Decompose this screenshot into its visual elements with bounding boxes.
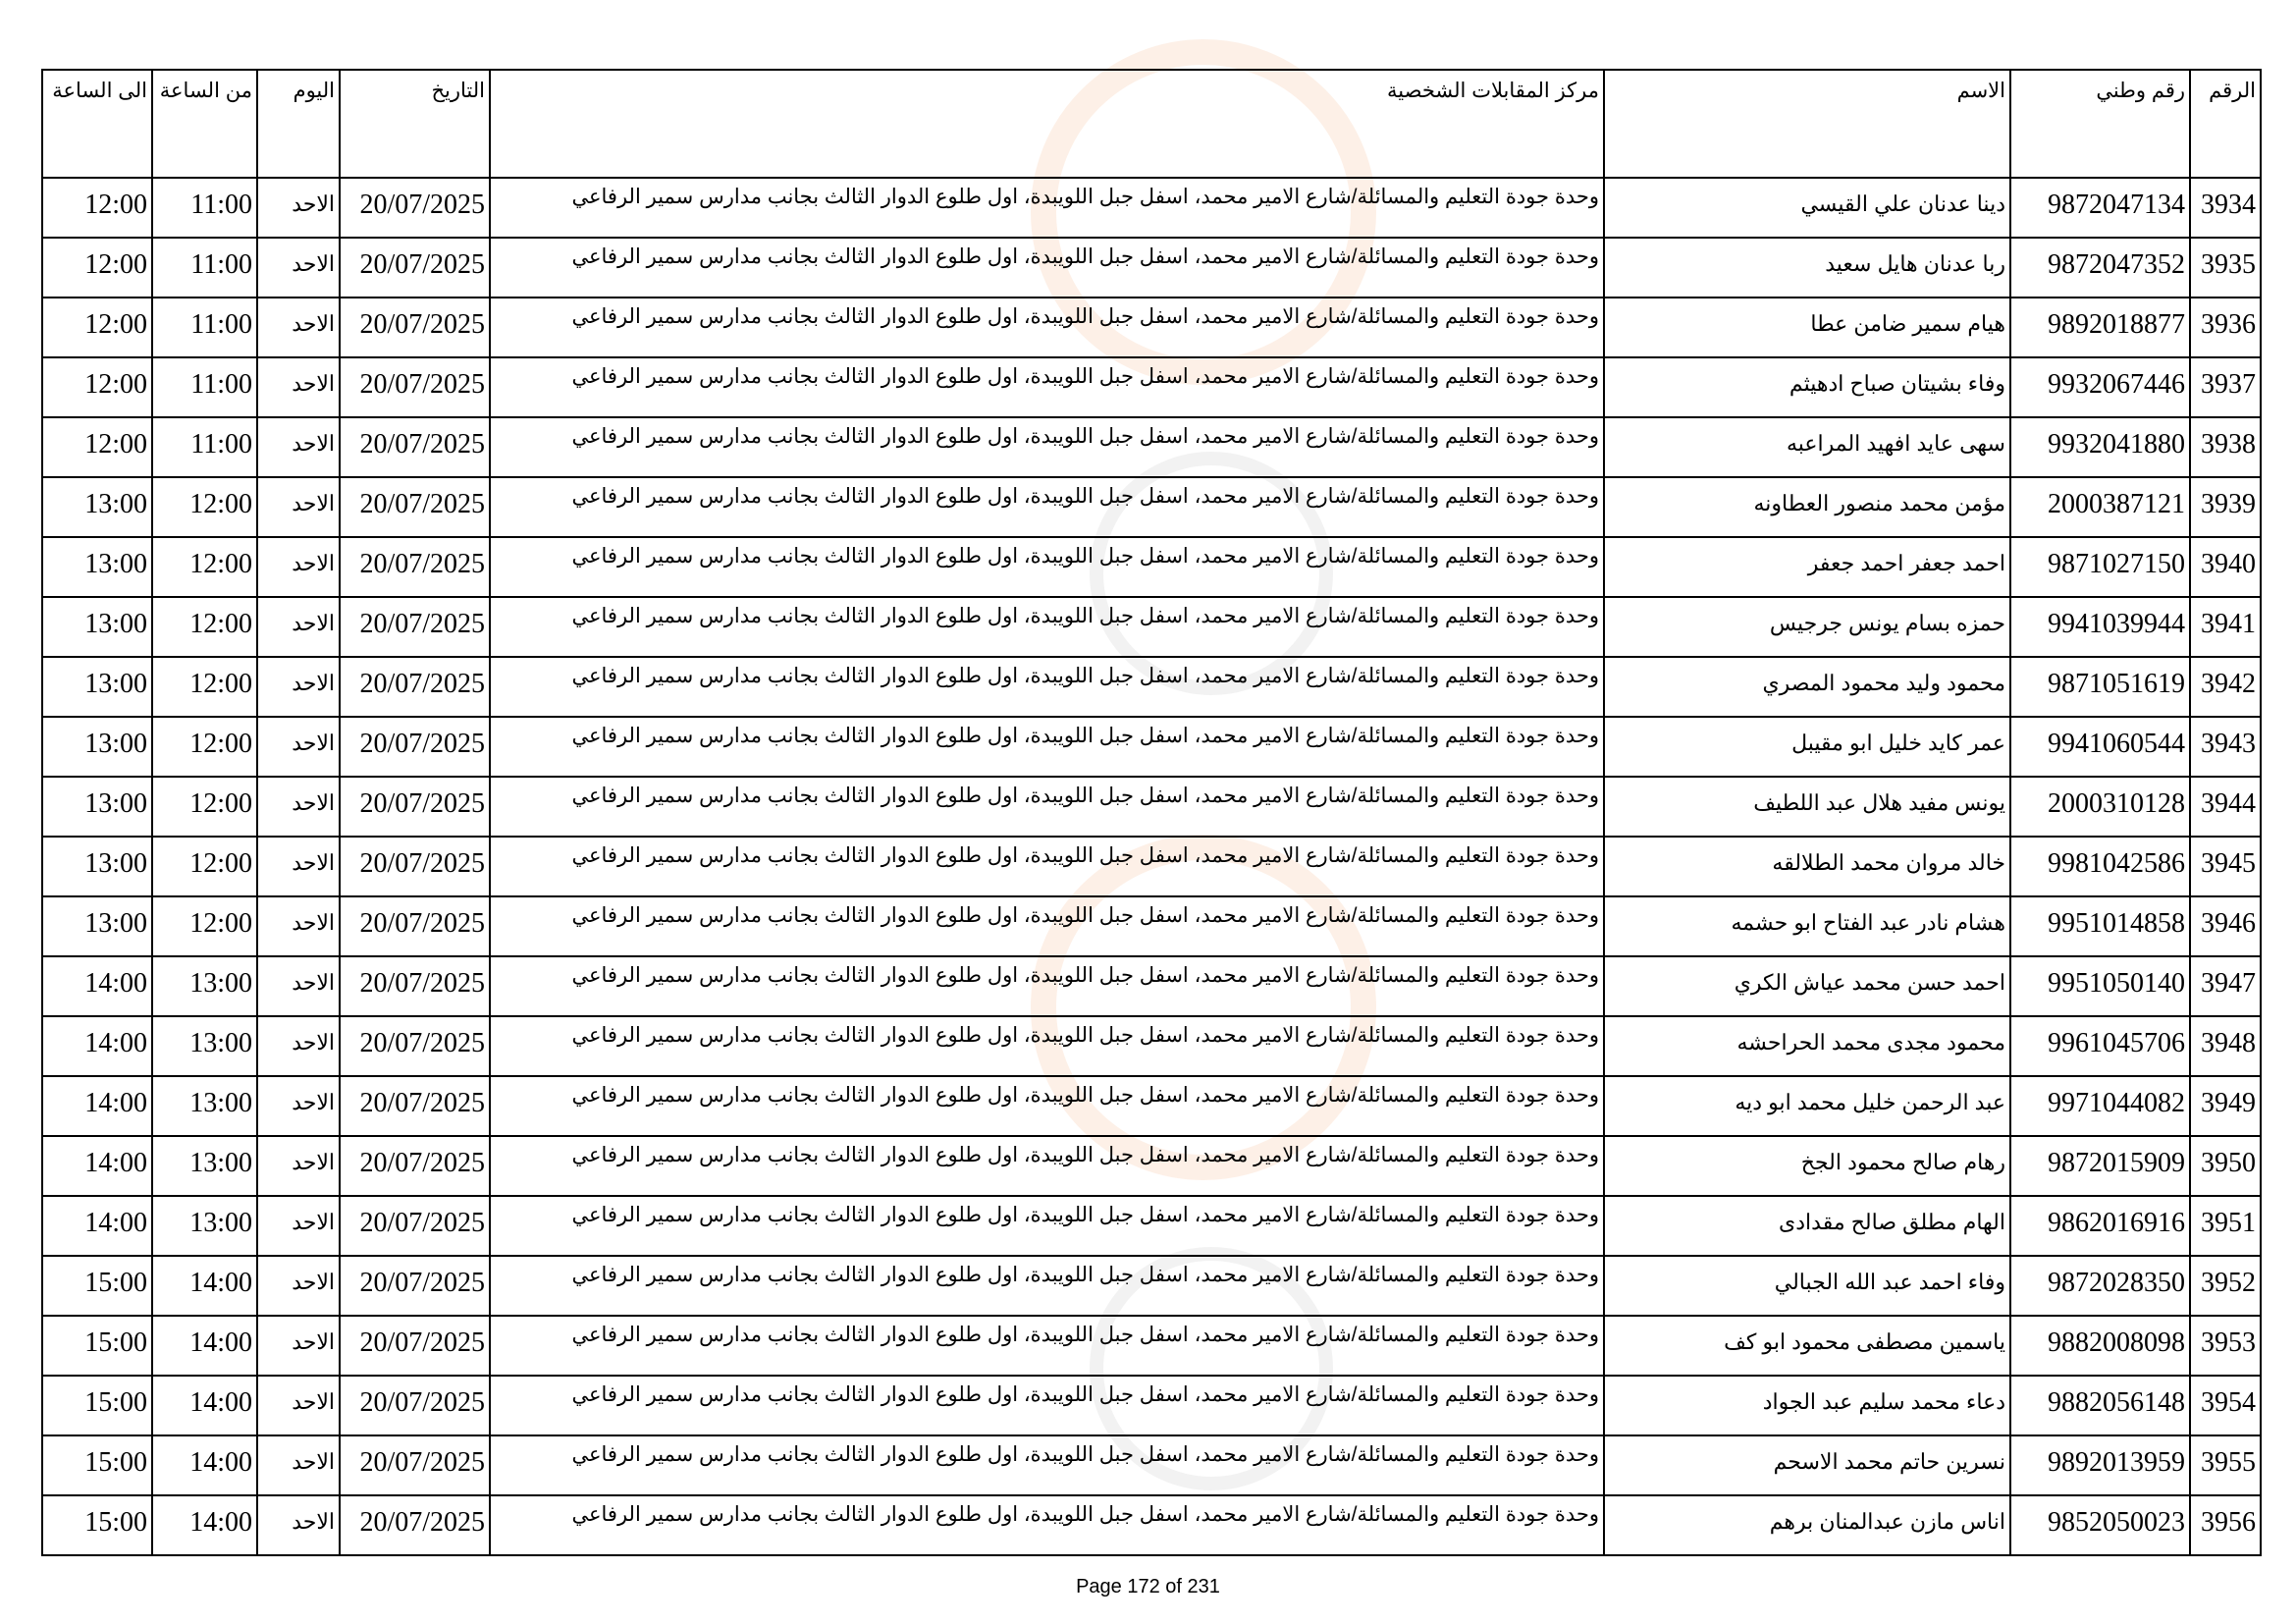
cell-day: الاحد	[257, 238, 340, 298]
cell-row-number: 3941	[2190, 597, 2261, 657]
cell-row-number: 3938	[2190, 417, 2261, 477]
cell-to-time: 13:00	[42, 837, 152, 896]
cell-national-id: 9872047352	[2010, 238, 2190, 298]
cell-date: 20/07/2025	[340, 178, 490, 238]
cell-national-id: 9862016916	[2010, 1196, 2190, 1256]
table-row	[42, 1316, 2261, 1376]
header-from: من الساعة	[152, 70, 257, 178]
header-no: الرقم	[2190, 70, 2261, 178]
cell-name: سهى عايد افهيد المراعبه	[1604, 417, 2010, 477]
cell-to-time: 12:00	[42, 357, 152, 417]
page-number: Page 172 of 231	[1076, 1576, 1220, 1597]
cell-national-id: 9882008098	[2010, 1316, 2190, 1376]
cell-from-time: 12:00	[152, 896, 257, 956]
cell-row-number: 3954	[2190, 1376, 2261, 1435]
cell-from-time: 11:00	[152, 178, 257, 238]
cell-row-number: 3952	[2190, 1256, 2261, 1316]
cell-from-time: 13:00	[152, 1196, 257, 1256]
cell-national-id: 9951050140	[2010, 956, 2190, 1016]
table-row	[42, 1196, 2261, 1256]
table-row	[42, 298, 2261, 357]
cell-interview-center: وحدة جودة التعليم والمسائلة/شارع الامير محمد، اسفل جبل اللويبدة، اول طلوع الدوار الثالث بجانب مدارس سمير الرفاعي	[490, 178, 1604, 238]
cell-national-id: 2000310128	[2010, 777, 2190, 837]
cell-national-id: 9941039944	[2010, 597, 2190, 657]
cell-national-id: 9852050023	[2010, 1495, 2190, 1555]
cell-interview-center: وحدة جودة التعليم والمسائلة/شارع الامير محمد، اسفل جبل اللويبدة، اول طلوع الدوار الثالث بجانب مدارس سمير الرفاعي	[490, 477, 1604, 537]
table-header-row	[42, 70, 2261, 178]
cell-from-time: 14:00	[152, 1316, 257, 1376]
cell-national-id: 9932067446	[2010, 357, 2190, 417]
cell-name: محمود مجدى محمد الحراحشه	[1604, 1016, 2010, 1076]
cell-from-time: 13:00	[152, 1136, 257, 1196]
cell-to-time: 15:00	[42, 1256, 152, 1316]
cell-to-time: 13:00	[42, 537, 152, 597]
table-row	[42, 1435, 2261, 1495]
cell-interview-center: وحدة جودة التعليم والمسائلة/شارع الامير محمد، اسفل جبل اللويبدة، اول طلوع الدوار الثالث بجانب مدارس سمير الرفاعي	[490, 777, 1604, 837]
cell-from-time: 11:00	[152, 357, 257, 417]
cell-row-number: 3951	[2190, 1196, 2261, 1256]
cell-national-id: 9871051619	[2010, 657, 2190, 717]
cell-name: ربا عدنان هايل سعيد	[1604, 238, 2010, 298]
cell-day: الاحد	[257, 537, 340, 597]
cell-row-number: 3935	[2190, 238, 2261, 298]
table-row	[42, 717, 2261, 777]
cell-interview-center: وحدة جودة التعليم والمسائلة/شارع الامير محمد، اسفل جبل اللويبدة، اول طلوع الدوار الثالث بجانب مدارس سمير الرفاعي	[490, 1136, 1604, 1196]
cell-date: 20/07/2025	[340, 896, 490, 956]
cell-national-id: 9871027150	[2010, 537, 2190, 597]
cell-from-time: 12:00	[152, 717, 257, 777]
cell-day: الاحد	[257, 178, 340, 238]
cell-row-number: 3942	[2190, 657, 2261, 717]
cell-row-number: 3943	[2190, 717, 2261, 777]
cell-name: حمزه بسام يونس جرجيس	[1604, 597, 2010, 657]
cell-name: رهام صالح محمود الجخ	[1604, 1136, 2010, 1196]
cell-from-time: 12:00	[152, 837, 257, 896]
cell-date: 20/07/2025	[340, 1136, 490, 1196]
header-day: اليوم	[257, 70, 340, 178]
cell-date: 20/07/2025	[340, 1495, 490, 1555]
cell-row-number: 3955	[2190, 1435, 2261, 1495]
cell-date: 20/07/2025	[340, 717, 490, 777]
header-national-id: رقم وطني	[2010, 70, 2190, 178]
cell-from-time: 13:00	[152, 1016, 257, 1076]
cell-name: احمد جعفر احمد جعفر	[1604, 537, 2010, 597]
cell-row-number: 3936	[2190, 298, 2261, 357]
cell-from-time: 12:00	[152, 777, 257, 837]
cell-name: احمد حسن محمد عياش الكري	[1604, 956, 2010, 1016]
cell-day: الاحد	[257, 956, 340, 1016]
cell-interview-center: وحدة جودة التعليم والمسائلة/شارع الامير محمد، اسفل جبل اللويبدة، اول طلوع الدوار الثالث بجانب مدارس سمير الرفاعي	[490, 417, 1604, 477]
cell-name: اناس مازن عبدالمنان برهم	[1604, 1495, 2010, 1555]
cell-to-time: 15:00	[42, 1495, 152, 1555]
cell-national-id: 9882056148	[2010, 1376, 2190, 1435]
cell-to-time: 15:00	[42, 1435, 152, 1495]
cell-to-time: 12:00	[42, 238, 152, 298]
cell-date: 20/07/2025	[340, 1376, 490, 1435]
cell-interview-center: وحدة جودة التعليم والمسائلة/شارع الامير محمد، اسفل جبل اللويبدة، اول طلوع الدوار الثالث بجانب مدارس سمير الرفاعي	[490, 896, 1604, 956]
table-row	[42, 417, 2261, 477]
cell-name: ياسمين مصطفى محمود ابو كف	[1604, 1316, 2010, 1376]
cell-national-id: 9892018877	[2010, 298, 2190, 357]
cell-to-time: 13:00	[42, 896, 152, 956]
cell-from-time: 11:00	[152, 417, 257, 477]
cell-to-time: 15:00	[42, 1376, 152, 1435]
cell-interview-center: وحدة جودة التعليم والمسائلة/شارع الامير محمد، اسفل جبل اللويبدة، اول طلوع الدوار الثالث بجانب مدارس سمير الرفاعي	[490, 717, 1604, 777]
cell-national-id: 9872047134	[2010, 178, 2190, 238]
table-row	[42, 837, 2261, 896]
cell-row-number: 3950	[2190, 1136, 2261, 1196]
cell-name: مؤمن محمد منصور العطاونه	[1604, 477, 2010, 537]
cell-day: الاحد	[257, 717, 340, 777]
cell-name: خالد مروان محمد الطلالقه	[1604, 837, 2010, 896]
cell-date: 20/07/2025	[340, 837, 490, 896]
cell-day: الاحد	[257, 1196, 340, 1256]
cell-date: 20/07/2025	[340, 1435, 490, 1495]
cell-row-number: 3945	[2190, 837, 2261, 896]
cell-date: 20/07/2025	[340, 597, 490, 657]
cell-date: 20/07/2025	[340, 1316, 490, 1376]
cell-national-id: 9971044082	[2010, 1076, 2190, 1136]
cell-to-time: 14:00	[42, 1016, 152, 1076]
cell-row-number: 3948	[2190, 1016, 2261, 1076]
cell-from-time: 12:00	[152, 537, 257, 597]
header-name: الاسم	[1604, 70, 2010, 178]
cell-date: 20/07/2025	[340, 417, 490, 477]
table-row	[42, 777, 2261, 837]
cell-name: دعاء محمد سليم عبد الجواد	[1604, 1376, 2010, 1435]
cell-national-id: 9941060544	[2010, 717, 2190, 777]
cell-day: الاحد	[257, 896, 340, 956]
cell-national-id: 9872015909	[2010, 1136, 2190, 1196]
cell-name: محمود وليد محمود المصري	[1604, 657, 2010, 717]
table-row	[42, 1256, 2261, 1316]
cell-date: 20/07/2025	[340, 537, 490, 597]
table-row	[42, 537, 2261, 597]
cell-name: هيام سمير ضامن عطا	[1604, 298, 2010, 357]
cell-interview-center: وحدة جودة التعليم والمسائلة/شارع الامير محمد، اسفل جبل اللويبدة، اول طلوع الدوار الثالث بجانب مدارس سمير الرفاعي	[490, 1196, 1604, 1256]
cell-day: الاحد	[257, 597, 340, 657]
cell-row-number: 3946	[2190, 896, 2261, 956]
cell-interview-center: وحدة جودة التعليم والمسائلة/شارع الامير محمد، اسفل جبل اللويبدة، اول طلوع الدوار الثالث بجانب مدارس سمير الرفاعي	[490, 956, 1604, 1016]
cell-to-time: 14:00	[42, 1076, 152, 1136]
cell-name: نسرين حاتم محمد الاسحم	[1604, 1435, 2010, 1495]
cell-to-time: 13:00	[42, 657, 152, 717]
cell-day: الاحد	[257, 1076, 340, 1136]
table-row	[42, 896, 2261, 956]
cell-day: الاحد	[257, 357, 340, 417]
cell-day: الاحد	[257, 1495, 340, 1555]
table-row	[42, 956, 2261, 1016]
cell-national-id: 9961045706	[2010, 1016, 2190, 1076]
cell-interview-center: وحدة جودة التعليم والمسائلة/شارع الامير محمد، اسفل جبل اللويبدة، اول طلوع الدوار الثالث بجانب مدارس سمير الرفاعي	[490, 1495, 1604, 1555]
cell-from-time: 11:00	[152, 298, 257, 357]
cell-interview-center: وحدة جودة التعليم والمسائلة/شارع الامير محمد، اسفل جبل اللويبدة، اول طلوع الدوار الثالث بجانب مدارس سمير الرفاعي	[490, 837, 1604, 896]
cell-national-id: 9932041880	[2010, 417, 2190, 477]
cell-date: 20/07/2025	[340, 238, 490, 298]
cell-to-time: 14:00	[42, 1136, 152, 1196]
cell-from-time: 14:00	[152, 1435, 257, 1495]
cell-date: 20/07/2025	[340, 357, 490, 417]
cell-national-id: 9872028350	[2010, 1256, 2190, 1316]
table-row	[42, 657, 2261, 717]
cell-row-number: 3944	[2190, 777, 2261, 837]
cell-day: الاحد	[257, 1376, 340, 1435]
interview-schedule-table	[41, 69, 2262, 1556]
cell-to-time: 13:00	[42, 477, 152, 537]
table-row	[42, 1016, 2261, 1076]
cell-day: الاحد	[257, 1435, 340, 1495]
table-row	[42, 1076, 2261, 1136]
cell-from-time: 13:00	[152, 1076, 257, 1136]
cell-day: الاحد	[257, 837, 340, 896]
cell-date: 20/07/2025	[340, 1076, 490, 1136]
table-row	[42, 1136, 2261, 1196]
cell-interview-center: وحدة جودة التعليم والمسائلة/شارع الامير محمد، اسفل جبل اللويبدة، اول طلوع الدوار الثالث بجانب مدارس سمير الرفاعي	[490, 657, 1604, 717]
cell-date: 20/07/2025	[340, 1016, 490, 1076]
cell-to-time: 13:00	[42, 597, 152, 657]
cell-day: الاحد	[257, 417, 340, 477]
cell-day: الاحد	[257, 1316, 340, 1376]
cell-to-time: 14:00	[42, 1196, 152, 1256]
cell-interview-center: وحدة جودة التعليم والمسائلة/شارع الامير محمد، اسفل جبل اللويبدة، اول طلوع الدوار الثالث بجانب مدارس سمير الرفاعي	[490, 1376, 1604, 1435]
cell-row-number: 3949	[2190, 1076, 2261, 1136]
cell-interview-center: وحدة جودة التعليم والمسائلة/شارع الامير محمد، اسفل جبل اللويبدة، اول طلوع الدوار الثالث بجانب مدارس سمير الرفاعي	[490, 238, 1604, 298]
cell-date: 20/07/2025	[340, 777, 490, 837]
table-row	[42, 238, 2261, 298]
cell-date: 20/07/2025	[340, 657, 490, 717]
cell-date: 20/07/2025	[340, 1196, 490, 1256]
cell-day: الاحد	[257, 1016, 340, 1076]
cell-row-number: 3940	[2190, 537, 2261, 597]
cell-date: 20/07/2025	[340, 1256, 490, 1316]
cell-day: الاحد	[257, 1136, 340, 1196]
cell-to-time: 13:00	[42, 717, 152, 777]
cell-day: الاحد	[257, 298, 340, 357]
cell-row-number: 3953	[2190, 1316, 2261, 1376]
table-row	[42, 357, 2261, 417]
cell-from-time: 12:00	[152, 477, 257, 537]
cell-to-time: 12:00	[42, 178, 152, 238]
cell-row-number: 3937	[2190, 357, 2261, 417]
cell-day: الاحد	[257, 477, 340, 537]
cell-name: يونس مفيد هلال عبد اللطيف	[1604, 777, 2010, 837]
cell-interview-center: وحدة جودة التعليم والمسائلة/شارع الامير محمد، اسفل جبل اللويبدة، اول طلوع الدوار الثالث بجانب مدارس سمير الرفاعي	[490, 1076, 1604, 1136]
cell-from-time: 12:00	[152, 597, 257, 657]
header-to: الى الساعة	[42, 70, 152, 178]
cell-national-id: 9892013959	[2010, 1435, 2190, 1495]
cell-to-time: 15:00	[42, 1316, 152, 1376]
cell-interview-center: وحدة جودة التعليم والمسائلة/شارع الامير محمد، اسفل جبل اللويبدة، اول طلوع الدوار الثالث بجانب مدارس سمير الرفاعي	[490, 1435, 1604, 1495]
cell-date: 20/07/2025	[340, 956, 490, 1016]
cell-interview-center: وحدة جودة التعليم والمسائلة/شارع الامير محمد، اسفل جبل اللويبدة، اول طلوع الدوار الثالث بجانب مدارس سمير الرفاعي	[490, 1316, 1604, 1376]
cell-from-time: 13:00	[152, 956, 257, 1016]
cell-day: الاحد	[257, 657, 340, 717]
cell-name: هشام نادر عبد الفتاح ابو حشمه	[1604, 896, 2010, 956]
cell-national-id: 2000387121	[2010, 477, 2190, 537]
cell-name: وفاء احمد عبد الله الجبالي	[1604, 1256, 2010, 1316]
cell-from-time: 14:00	[152, 1256, 257, 1316]
table-row	[42, 597, 2261, 657]
cell-row-number: 3934	[2190, 178, 2261, 238]
cell-name: عمر كايد خليل ابو مقيبل	[1604, 717, 2010, 777]
cell-interview-center: وحدة جودة التعليم والمسائلة/شارع الامير محمد، اسفل جبل اللويبدة، اول طلوع الدوار الثالث بجانب مدارس سمير الرفاعي	[490, 597, 1604, 657]
header-date: التاريخ	[340, 70, 490, 178]
cell-date: 20/07/2025	[340, 298, 490, 357]
cell-date: 20/07/2025	[340, 477, 490, 537]
cell-name: عبد الرحمن خليل محمد ابو ديه	[1604, 1076, 2010, 1136]
cell-name: وفاء بشيتان صباح ادهيثم	[1604, 357, 2010, 417]
cell-to-time: 13:00	[42, 777, 152, 837]
cell-to-time: 12:00	[42, 417, 152, 477]
table-row	[42, 477, 2261, 537]
table-row	[42, 1495, 2261, 1555]
cell-name: الهام مطلق صالح مقدادى	[1604, 1196, 2010, 1256]
cell-interview-center: وحدة جودة التعليم والمسائلة/شارع الامير محمد، اسفل جبل اللويبدة، اول طلوع الدوار الثالث بجانب مدارس سمير الرفاعي	[490, 537, 1604, 597]
cell-national-id: 9951014858	[2010, 896, 2190, 956]
cell-to-time: 14:00	[42, 956, 152, 1016]
cell-interview-center: وحدة جودة التعليم والمسائلة/شارع الامير محمد، اسفل جبل اللويبدة، اول طلوع الدوار الثالث بجانب مدارس سمير الرفاعي	[490, 1016, 1604, 1076]
cell-row-number: 3956	[2190, 1495, 2261, 1555]
cell-from-time: 11:00	[152, 238, 257, 298]
cell-to-time: 12:00	[42, 298, 152, 357]
cell-name: دينا عدنان علي القيسي	[1604, 178, 2010, 238]
cell-interview-center: وحدة جودة التعليم والمسائلة/شارع الامير محمد، اسفل جبل اللويبدة، اول طلوع الدوار الثالث بجانب مدارس سمير الرفاعي	[490, 357, 1604, 417]
table-row	[42, 1376, 2261, 1435]
cell-from-time: 12:00	[152, 657, 257, 717]
table-row	[42, 178, 2261, 238]
cell-row-number: 3939	[2190, 477, 2261, 537]
cell-row-number: 3947	[2190, 956, 2261, 1016]
cell-day: الاحد	[257, 777, 340, 837]
cell-from-time: 14:00	[152, 1376, 257, 1435]
cell-interview-center: وحدة جودة التعليم والمسائلة/شارع الامير محمد، اسفل جبل اللويبدة، اول طلوع الدوار الثالث بجانب مدارس سمير الرفاعي	[490, 1256, 1604, 1316]
cell-day: الاحد	[257, 1256, 340, 1316]
cell-interview-center: وحدة جودة التعليم والمسائلة/شارع الامير محمد، اسفل جبل اللويبدة، اول طلوع الدوار الثالث بجانب مدارس سمير الرفاعي	[490, 298, 1604, 357]
header-center: مركز المقابلات الشخصية	[490, 70, 1604, 178]
cell-from-time: 14:00	[152, 1495, 257, 1555]
cell-national-id: 9981042586	[2010, 837, 2190, 896]
